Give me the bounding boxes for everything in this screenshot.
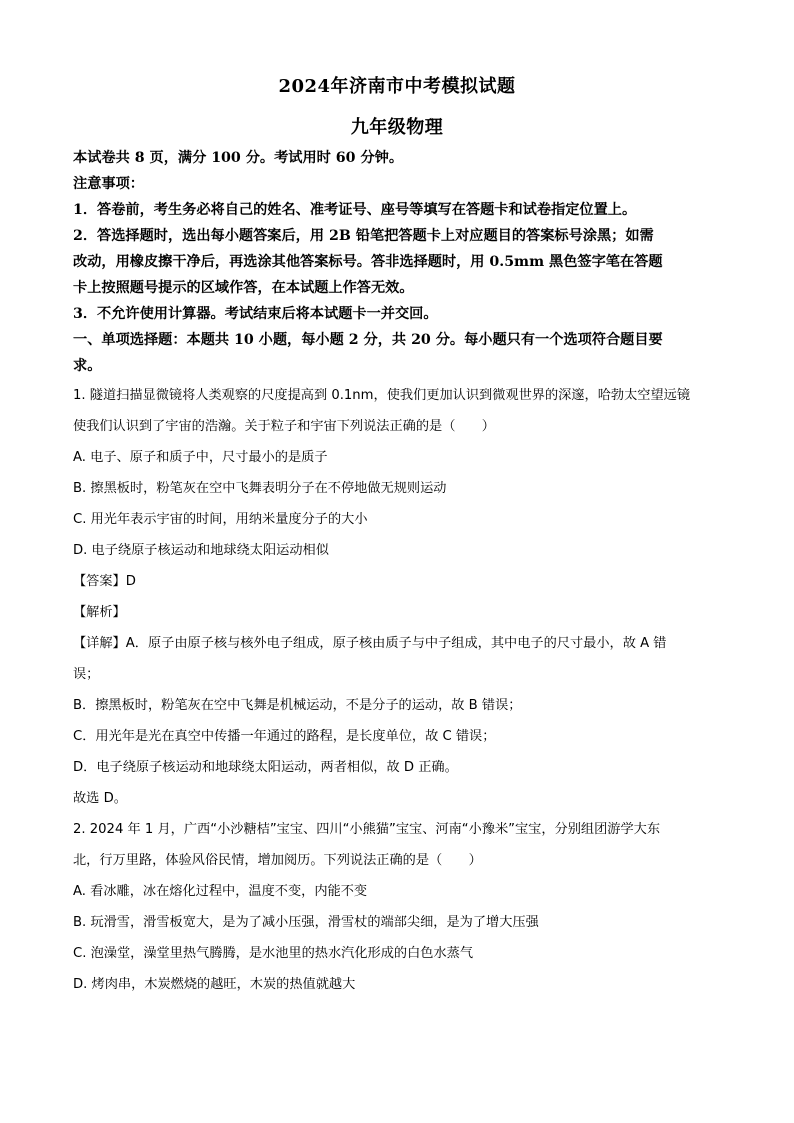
notice-heading: 注意事项： <box>73 176 144 192</box>
question-1-detail-d: D．电子绕原子核运动和地球绕太阳运动，两者相似，故 D 正确。 <box>73 760 458 775</box>
question-2-option-b: B. 玩滑雪，滑雪板宽大，是为了减小压强，滑雪杖的端部尖细，是为了增大压强 <box>73 915 539 930</box>
question-1-answer: 【答案】D <box>73 574 136 589</box>
question-1-detail-c: C．用光年是光在真空中传播一年通过的路程，是长度单位，故 C 错误； <box>73 729 496 744</box>
exam-subject: 九年级物理 <box>350 117 444 138</box>
question-2-option-c: C. 泡澡堂，澡堂里热气腾腾，是水池里的热水汽化形成的白色水蒸气 <box>73 946 474 961</box>
question-1-detail-line-1: 【详解】A．原子由原子核与核外电子组成，原子核由质子与中子组成，其中电子的尺寸最小，故 A 错 <box>73 636 667 651</box>
question-1-detail-line-2: 误； <box>73 667 100 682</box>
notice-item-2-line-2: 改动，用橡皮擦干净后，再选涂其他答案标号。答非选择题时，用 0.5mm 黑色签字笔在答题 <box>73 254 663 270</box>
question-1-stem-line-2: 使我们认识到了宇宙的浩瀚。关于粒子和宇宙下列说法正确的是（ ） <box>73 419 495 434</box>
notice-item-2-line-3: 卡上按照题号提示的区域作答，在本试题上作答无效。 <box>73 280 414 296</box>
question-2-option-a: A. 看冰雕，冰在熔化过程中，温度不变，内能不变 <box>73 884 368 899</box>
question-1-conclusion: 故选 D。 <box>73 791 127 806</box>
question-1-option-b: B. 擦黑板时，粉笔灰在空中飞舞表明分子在不停地做无规则运动 <box>73 481 447 496</box>
question-2-stem-line-2: 北，行万里路，体验风俗民情，增加阅历。下列说法正确的是（ ） <box>73 853 482 868</box>
question-2-stem-line-1: 2. 2024 年 1 月，广西“小沙糖桔”宝宝、四川“小熊猫”宝宝、河南“小豫米”宝宝，分别组团游学大东 <box>73 822 661 837</box>
question-1-stem-line-1: 1. 隧道扫描显微镜将人类观察的尺度提高到 0.1nm，使我们更加认识到微观世界的深邃，哈勃太空望远镜 <box>73 388 691 403</box>
question-2-option-d: D. 烤肉串，木炭燃烧的越旺，木炭的热值就越大 <box>73 977 356 992</box>
notice-item-3: 3．不允许使用计算器。考试结束后将本试题卡一并交回。 <box>73 306 438 322</box>
question-1-option-c: C. 用光年表示宇宙的时间，用纳米量度分子的大小 <box>73 512 368 527</box>
section-heading-line-2: 求。 <box>73 358 102 374</box>
question-1-option-d: D. 电子绕原子核运动和地球绕太阳运动相似 <box>73 543 329 558</box>
notice-item-1: 1．答卷前，考生务必将自己的姓名、准考证号、座号等填写在答题卡和试卷指定位置上。 <box>73 202 637 218</box>
question-1-analysis-label: 【解析】 <box>73 605 126 620</box>
exam-intro: 本试卷共 8 页，满分 100 分。考试用时 60 分钟。 <box>73 150 404 166</box>
section-heading-line-1: 一、单项选择题：本题共 10 小题，每小题 2 分，共 20 分。每小题只有一个选项符合题目要 <box>73 332 663 348</box>
exam-title: 2024年济南市中考模拟试题 <box>278 76 516 97</box>
notice-item-2-line-1: 2．答选择题时，选出每小题答案后，用 2B 铅笔把答题卡上对应题目的答案标号涂黑；如需 <box>73 228 654 244</box>
question-1-option-a: A. 电子、原子和质子中，尺寸最小的是质子 <box>73 450 328 465</box>
question-1-detail-b: B．擦黑板时，粉笔灰在空中飞舞是机械运动，不是分子的运动，故 B 错误； <box>73 698 522 713</box>
